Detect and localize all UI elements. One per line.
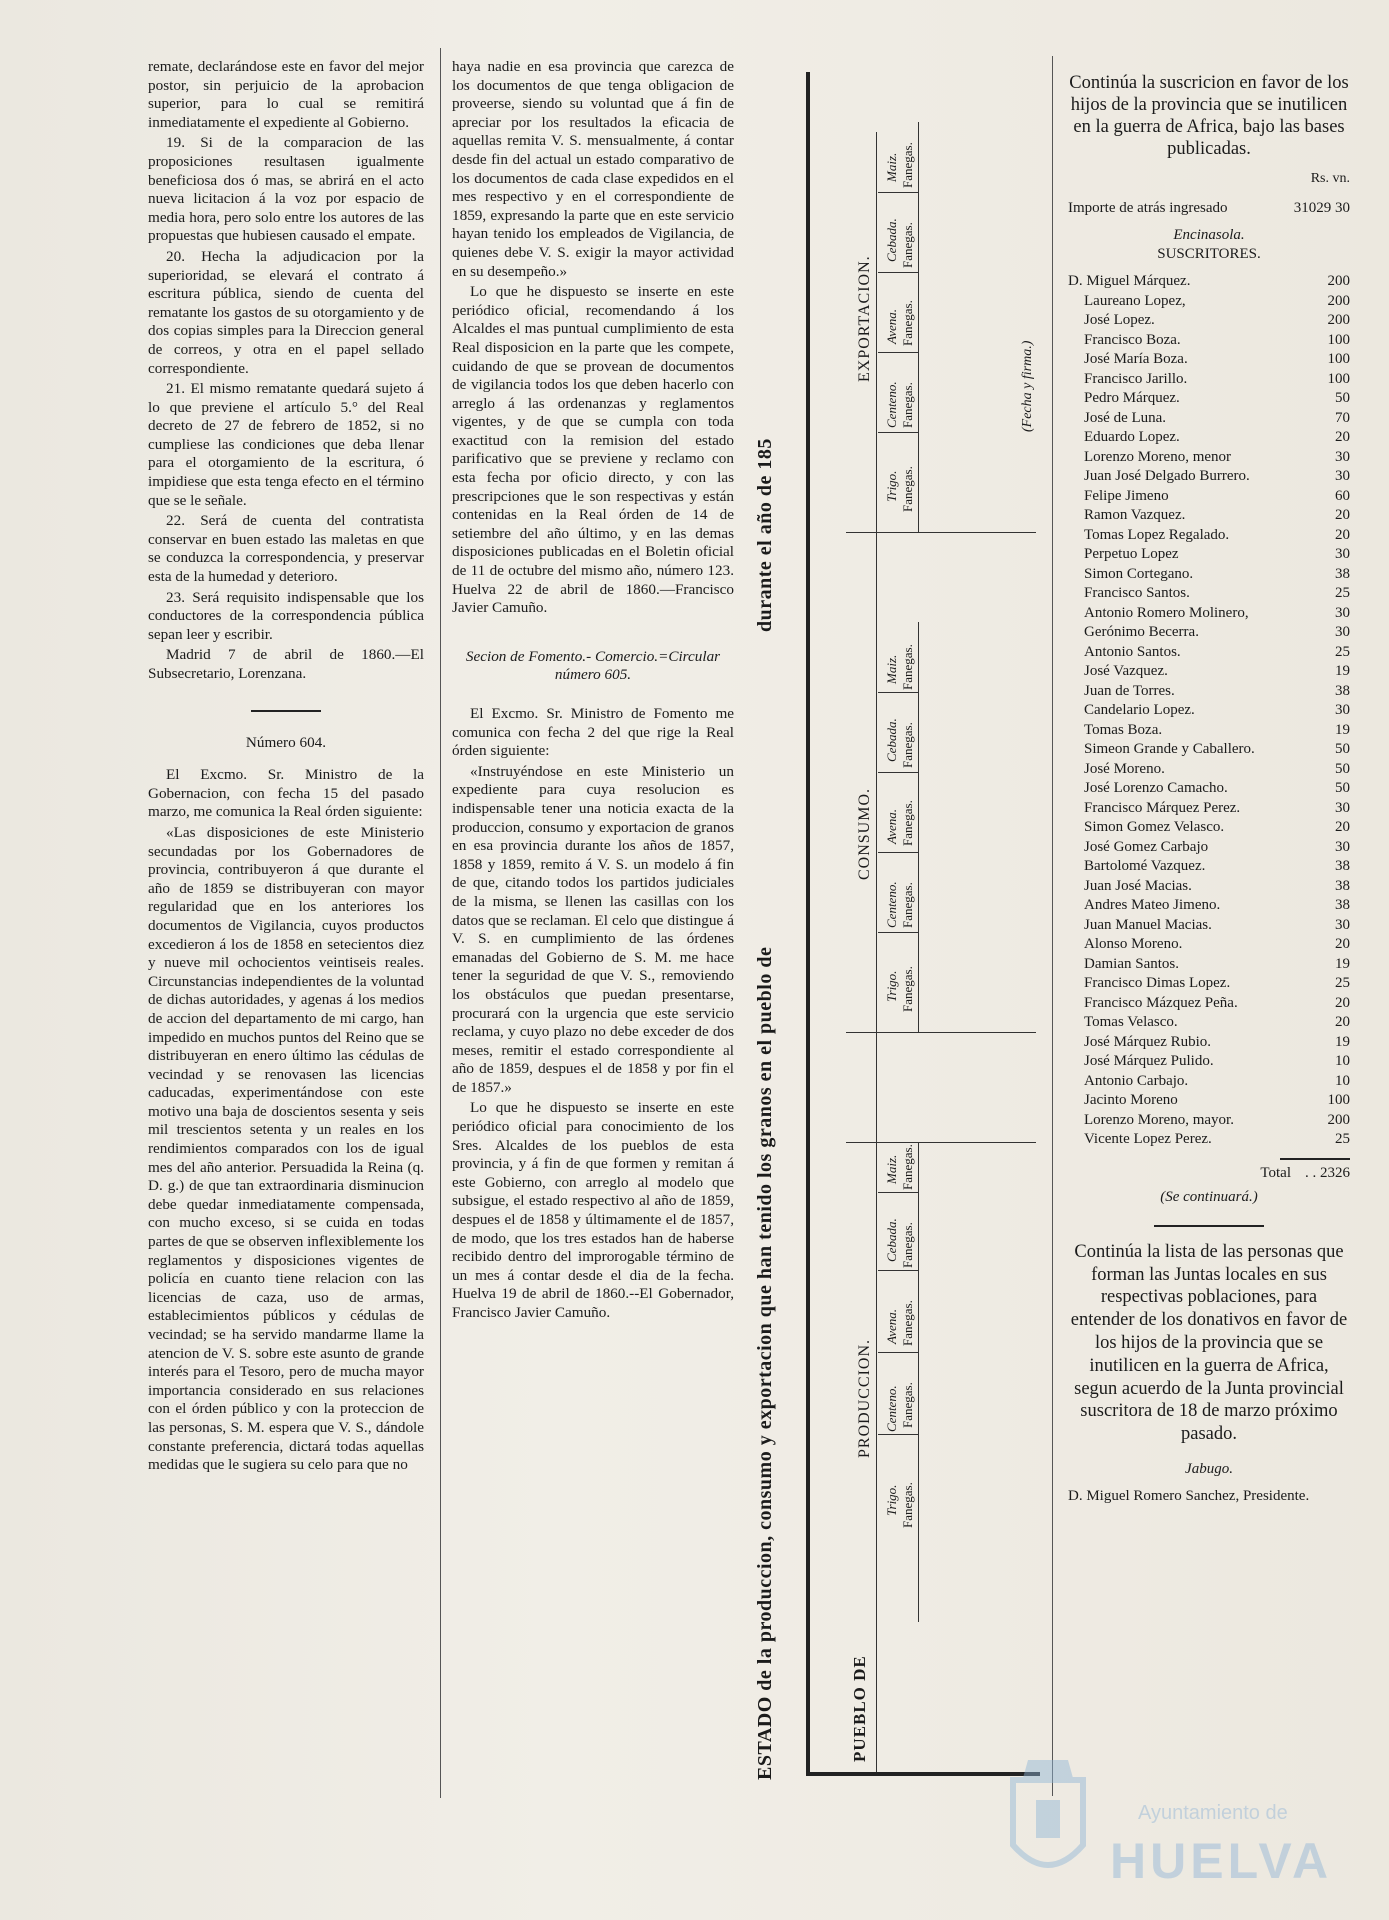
currency-label: Rs. vn. (1310, 171, 1350, 186)
paragraph: El Excmo. Sr. Ministro de la Gobernacion, con fecha 15 del pasado marzo, me comunica la Real órden siguiente: (148, 766, 424, 821)
subscriber-name: Antonio Carbajo. (1084, 1072, 1189, 1089)
subscription-heading: Continúa la suscricion en favor de los hijos de la provincia que se inutilicen en la guerra de Africa, bajo las bases publicadas. (1069, 73, 1349, 159)
subscriber-row (1068, 448, 1350, 468)
subscriber-amount: 70 (1335, 409, 1350, 426)
paragraph: 20. Hecha la adjudicacion por la superioridad, se elevará el contrato á escritura pública, siendo de cuenta del rematante los gastos de su otorgamiento y de dos copias simples para la Direccion general de correos, y otra en el papel sellado correspondiente. (148, 247, 424, 377)
total-row (1068, 1164, 1350, 1183)
section-divider (846, 1142, 1036, 1143)
column-rule (1052, 56, 1053, 1796)
juntas-heading: Continúa la lista de las personas que forman las Juntas locales en sus respectivas poblaciones, para entender de los donativos en favor de los hijos de la provincia que se inutilicen en la guerra de Africa, segun acuerdo de la Junta provincial suscritora de 18 de marzo próximo pasado. (1070, 1241, 1348, 1445)
grain-centeno: Centeno. (884, 381, 899, 428)
subscriber-amount: 100 (1327, 351, 1350, 368)
divider (1154, 1225, 1264, 1227)
subscriber-name: Jacinto Moreno (1084, 1092, 1178, 1109)
unit-label: Fanegas. (900, 722, 915, 768)
subscriber-name: José Lopez. (1084, 312, 1155, 329)
cell-divider (878, 852, 918, 853)
unit-label: Fanegas. (900, 1144, 915, 1190)
subscriber-row (1068, 760, 1350, 780)
subscriber-amount: 20 (1335, 1014, 1350, 1031)
town-label-2: Jabugo. (1185, 1460, 1233, 1477)
subscriber-name: Pedro Márquez. (1084, 390, 1180, 407)
subscriber-row (1068, 838, 1350, 858)
paragraph: Lo que he dispuesto se inserte en este periódico oficial para conocimiento de los Sres. Alcaldes de los pueblos de esta provincia, y á fin de que formen y remitan á este Gobierno, con arreglo al modelo que subsigue, el estado respectivo al año de 1859, despues el de 1858 y últimamente el de 1857, de modo, que los tres estados han de haberse recibido dentro del improrogable término de un mes á contar desde el dia de la fecha. Huelva 19 de abril de 1860.--El Gobernador, Francisco Javier Camuño. (452, 1099, 734, 1321)
unit-label: Fanegas. (900, 1482, 915, 1528)
subscriber-row (1068, 311, 1350, 331)
subscriber-name: Juan José Macias. (1084, 877, 1192, 894)
subscriber-row (1068, 877, 1350, 897)
subscriber-amount: 60 (1335, 487, 1350, 504)
total-label: Total (1260, 1164, 1291, 1181)
text-column-2 (452, 58, 734, 1325)
unit-label: Fanegas. (900, 466, 915, 512)
subscriber-row (1068, 1091, 1350, 1111)
unit-label: Fanegas. (900, 1222, 915, 1268)
carry-forward-row (1068, 199, 1350, 219)
subscriber-amount: 50 (1335, 741, 1350, 758)
subscriber-row (1068, 526, 1350, 546)
paragraph: 23. Será requisito indispensable que los conductores de la correspondencia pública sepan leer y escribir. (148, 588, 424, 643)
subscriber-row (1068, 682, 1350, 702)
subscriber-name: Andres Mateo Jimeno. (1084, 897, 1221, 914)
total-value: . . 2326 (1305, 1164, 1350, 1181)
subscriber-name: José Vazquez. (1084, 663, 1168, 680)
header-divider (876, 132, 877, 1772)
subscriber-row (1068, 467, 1350, 487)
subscriber-amount: 10 (1335, 1072, 1350, 1089)
subscriber-name: José de Luna. (1084, 409, 1167, 426)
subscriber-row (1068, 740, 1350, 760)
carry-label: Importe de atrás ingresado (1068, 199, 1228, 216)
subscriber-amount: 100 (1327, 370, 1350, 387)
subscriber-name: Juan José Delgado Burrero. (1084, 468, 1250, 485)
paragraph: 22. Será de cuenta del contratista conservar en buen estado las maletas en que se conduzca la correspondencia, y preservar esta de la humedad y deterioro. (148, 512, 424, 586)
subscriber-name: Vicente Lopez Perez. (1084, 1131, 1212, 1148)
subscriber-name: Francisco Mázquez Peña. (1084, 994, 1238, 1011)
last-line: D. Miguel Romero Sanchez, Presidente. (1068, 1487, 1310, 1504)
subscriber-amount: 38 (1335, 877, 1350, 894)
subscriber-row (1068, 955, 1350, 975)
subscriber-amount: 25 (1335, 1131, 1350, 1148)
subscriber-row (1068, 1072, 1350, 1092)
total-rule (1280, 1158, 1350, 1160)
cell-divider (878, 352, 918, 353)
grain-trigo: Trigo. (884, 970, 899, 1002)
subscriber-name: José Gomez Carbajo (1084, 838, 1209, 855)
subscriber-name: José Márquez Pulido. (1084, 1053, 1214, 1070)
subscribers-label: SUSCRITORES. (1157, 246, 1261, 263)
subscriber-row (1068, 701, 1350, 721)
subscriber-amount: 20 (1335, 819, 1350, 836)
subscriber-name: Eduardo Lopez. (1084, 429, 1180, 446)
table-title-tail: durante el año de 185 (754, 438, 776, 632)
cell-divider (878, 692, 918, 693)
grain-centeno: Centeno. (884, 881, 899, 928)
divider (251, 710, 321, 712)
paragraph: remate, declarándose este en favor del mejor postor, sin perjuicio de la aprobacion superior, para lo cual se remitirá inmediatamente el expediente al Gobierno. (148, 58, 424, 131)
grain-cebada: Cebada. (884, 218, 899, 262)
subscriber-row (1068, 350, 1350, 370)
subscriber-name: Francisco Santos. (1084, 585, 1190, 602)
cell-divider (918, 622, 919, 1032)
carry-value: 31029 30 (1293, 199, 1350, 216)
subscriber-row (1068, 506, 1350, 526)
grain-avena: Avena. (884, 308, 899, 344)
subscriber-amount: 25 (1335, 975, 1350, 992)
cell-divider (878, 772, 918, 773)
subscriber-amount: 50 (1335, 390, 1350, 407)
subscriber-name: Gerónimo Becerra. (1084, 624, 1199, 641)
subscriber-name: Juan de Torres. (1084, 682, 1175, 699)
unit-label: Fanegas. (900, 1382, 915, 1428)
subscriber-amount: 100 (1327, 331, 1350, 348)
cell-divider (878, 932, 918, 933)
subscriber-row (1068, 1052, 1350, 1072)
subscriber-row (1068, 799, 1350, 819)
subscriber-name: Antonio Romero Molinero, (1084, 604, 1249, 621)
subscriber-amount: 30 (1335, 702, 1350, 719)
grain-maiz: Maiz. (884, 152, 899, 182)
subscriber-row (1068, 584, 1350, 604)
subscriber-amount: 30 (1335, 916, 1350, 933)
unit-label: Fanegas. (900, 966, 915, 1012)
subscriber-name: Damian Santos. (1084, 955, 1179, 972)
section-divider (846, 532, 1036, 533)
subscriber-amount: 200 (1327, 312, 1350, 329)
subscriber-row (1068, 272, 1350, 292)
grain-avena: Avena. (884, 1308, 899, 1344)
cell-divider (878, 1352, 918, 1353)
signature: Madrid 7 de abril de 1860.—El Subsecretario, Lorenzana. (148, 646, 424, 682)
unit-label: Fanegas. (900, 300, 915, 346)
subscriber-name: José Márquez Rubio. (1084, 1033, 1212, 1050)
subscriber-amount: 100 (1327, 1092, 1350, 1109)
subscriber-name: Francisco Jarillo. (1084, 370, 1188, 387)
cell-divider (878, 192, 918, 193)
subscriber-amount: 30 (1335, 838, 1350, 855)
cell-divider (878, 1270, 918, 1271)
subscriber-row (1068, 428, 1350, 448)
table-frame (806, 72, 1040, 1776)
subscriber-amount: 19 (1335, 721, 1350, 738)
continues-note: (Se continuará.) (1160, 1189, 1258, 1206)
subscriber-name: Alonso Moreno. (1084, 936, 1183, 953)
subscriber-row (1068, 662, 1350, 682)
subscriber-amount: 200 (1327, 292, 1350, 309)
subscriber-row (1068, 604, 1350, 624)
grain-cebada: Cebada. (884, 1218, 899, 1262)
subscriber-row (1068, 389, 1350, 409)
subscriber-row (1068, 409, 1350, 429)
grain-statistics-table (748, 62, 1046, 1782)
subscriber-name: Simon Cortegano. (1084, 565, 1194, 582)
grain-trigo: Trigo. (884, 1484, 899, 1516)
subscriber-amount: 30 (1335, 448, 1350, 465)
column-rule (440, 48, 441, 1798)
subscriber-row (1068, 994, 1350, 1014)
subscriber-row (1068, 896, 1350, 916)
town-name (1068, 226, 1350, 245)
subscriber-amount: 200 (1327, 273, 1350, 290)
section-heading: Secion de Fomento.- Comercio.=Circular número 605. (465, 647, 721, 684)
grain-centeno: Centeno. (884, 1385, 899, 1432)
subscriber-name: Simeon Grande y Caballero. (1084, 741, 1255, 758)
subscriber-name: Tomas Boza. (1084, 721, 1163, 738)
subscriber-amount: 30 (1335, 799, 1350, 816)
subscriber-amount: 25 (1335, 643, 1350, 660)
subscriber-name: Antonio Santos. (1084, 643, 1181, 660)
grain-trigo: Trigo. (884, 470, 899, 502)
subscriber-row (1068, 818, 1350, 838)
subscriber-name: Perpetuo Lopez (1084, 546, 1179, 563)
subscriber-name: Tomas Lopez Regalado. (1084, 526, 1230, 543)
grain-maiz: Maiz. (884, 1154, 899, 1184)
subscriber-amount: 20 (1335, 507, 1350, 524)
subscriber-amount: 38 (1335, 858, 1350, 875)
subscriber-row (1068, 643, 1350, 663)
subscriber-name: José María Boza. (1084, 351, 1188, 368)
unit-label: Fanegas. (900, 800, 915, 846)
grain-avena: Avena. (884, 808, 899, 844)
subscriber-amount: 19 (1335, 1033, 1350, 1050)
subscriber-row (1068, 487, 1350, 507)
paragraph: «Instruyéndose en este Ministerio un expediente para cuya resolucion es indispensable tener una noticia exacta de la produccion, consumo y exportacion de granos en esa provincia durante los años de 1857, 1858 y 1859, remito á V. S. un modelo á fin de que, citando todos los partidos judiciales de la misma, se llenen las casillas con los datos que se reclaman. El celo que distingue á V. S. en cumplimiento de las órdenes emanadas del Gobierno de S. M. me hace tener la seguridad de que V. S., removiendo los obstáculos que puedan presentarse, procurará con la urgencia que este servicio reclama, y cuyo plazo no debe exceder de dos meses, remitir el estado correspondiente al año de 1859, despues el de 1858 y por fin el de 1857.» (452, 762, 734, 1096)
subscriber-list (1068, 272, 1350, 1150)
subscriber-row (1068, 292, 1350, 312)
subscriber-name: José Lorenzo Camacho. (1084, 780, 1228, 797)
subscriber-amount: 50 (1335, 780, 1350, 797)
section-exportation: EXPORTACION. (856, 255, 873, 382)
watermark-word: HUELVA (1110, 1833, 1333, 1889)
unit-label: Fanegas. (900, 222, 915, 268)
subscriber-amount: 50 (1335, 760, 1350, 777)
watermark-top-text: Ayuntamiento de (1138, 1802, 1288, 1824)
subscriber-amount: 20 (1335, 994, 1350, 1011)
cell-divider (878, 1434, 918, 1435)
subscriber-amount: 19 (1335, 955, 1350, 972)
cell-divider (918, 1142, 919, 1622)
subscriber-row (1068, 623, 1350, 643)
town-name-2 (1068, 1460, 1350, 1479)
subscriber-amount: 38 (1335, 897, 1350, 914)
paragraph: El Excmo. Sr. Ministro de Fomento me comunica con fecha 2 del que rige la Real órden siguiente: (452, 705, 734, 760)
town-label: Encinasola. (1173, 227, 1245, 244)
subscriber-amount: 20 (1335, 526, 1350, 543)
subscriber-row (1068, 1013, 1350, 1033)
watermark (990, 1740, 1350, 1900)
paragraph: 19. Si de la comparacion de las proposiciones resultasen igualmente beneficiosa dos ó mas, se abrirá en el acto nueva licitacion á la voz por espacio de media hora, pero solo entre los autores de las propuestas que hubiesen causado el empate. (148, 134, 424, 245)
unit-label: Fanegas. (900, 142, 915, 188)
unit-label: Fanegas. (900, 1300, 915, 1346)
subscriber-amount: 20 (1335, 936, 1350, 953)
subscriber-row (1068, 331, 1350, 351)
grain-cebada: Cebada. (884, 718, 899, 762)
subscriber-amount: 200 (1327, 1111, 1350, 1128)
subscriber-name: D. Miguel Márquez. (1068, 273, 1191, 290)
subscriber-amount: 25 (1335, 585, 1350, 602)
subscriber-name: Bartolomé Vazquez. (1084, 858, 1206, 875)
subscriber-row (1068, 565, 1350, 585)
cell-divider (878, 272, 918, 273)
table-title: ESTADO de la produccion, consumo y exportacion que han tenido los granos en el pueblo de (754, 946, 776, 1780)
row-label: PUEBLO DE (850, 1655, 869, 1762)
subscriber-amount: 30 (1335, 604, 1350, 621)
subscriber-row (1068, 935, 1350, 955)
subscriber-name: Felipe Jimeno (1084, 487, 1169, 504)
subscriber-amount: 20 (1335, 429, 1350, 446)
paragraph: Lo que he dispuesto se inserte en este periódico oficial, recomendando á los Alcaldes el mas puntual cumplimiento de esta Real disposicion en la parte que les compete, cuidando de que se provean de documentos de vigilancia todos los que deben hacerlo con arreglo á las ordenanzas y reglamentos vigentes, y de que se cumpla con toda exactitud con la remision del estado parificativo que se previene y reclamo con esta fecha por oficio directo, y con las prescripciones que le son respectivas y están contenidas en la Real órden de 14 de setiembre del año último, y en las demas disposiciones publicadas en el Boletin oficial de 11 de octubre del mismo año, número 123. Huelva 22 de abril de 1860.—Francisco Javier Camuño. (452, 283, 734, 617)
subscriber-name: Ramon Vazquez. (1084, 507, 1186, 524)
subscriber-name: Lorenzo Moreno, menor (1084, 448, 1232, 465)
paragraph: 21. El mismo rematante quedará sujeto á lo que previene el artículo 5.° del Real decreto de 27 de febrero de 1852, si no cumpliese las condiciones que deba llenar para el otorgamiento de la escritura, ó impidiese que esta tenga efecto en el término que se le señale. (148, 380, 424, 509)
subscriber-name: Candelario Lopez. (1084, 702, 1195, 719)
subscriber-row (1068, 721, 1350, 741)
section-production: PRODUCCION. (856, 1338, 873, 1458)
subscriber-row (1068, 370, 1350, 390)
number-heading: Número 604. (245, 733, 327, 751)
paragraph: «Las disposiciones de este Ministerio secundadas por los Gobernadores de provincia, contribuyeron á que durante el año de 1859 se distribuyeran con mayor regularidad que en los anteriores los documentos de Vigilancia, cuyos productos excedieron á los de 1858 en setecientos diez y nueve mil ochocientos veintiseis reales. Circunstancias independientes de la voluntad de dichas autoridades, y agenas á los medios de accion del departamento de mi cargo, han impedido en muchos puntos del Reino que se distribuyeran en enero último las cédulas de vecindad y se renovasen las licencias caducadas, experimentándose con este motivo una baja de doscientos sesenta y seis mil trescientos setenta y un reales en los rendimientos comparados con los de igual mes del año anterior. Persuadida la Reina (q. D. g.) de que tan extraordinaria disminucion debe quedar inmediatamente compensada, con mucho exceso, si se cuida en todas partes de que se observen inflexiblemente los reglamentos y disposiciones vigentes de policía en cuanto tiene relacion con las licencias de caza, uso de armas, establecimientos públicos y cédulas de vecindad; se ha servido mandarme llame la atencion de V. S. sobre este asunto de grande interés para el Tesoro, pero de mucha mayor importancia considerado en sus relaciones con el órden público y con la proteccion de las personas, S. M. espera que V. S., dándole constante preferencia, dictará todas aquellas medidas que le sugiera su celo para que no (148, 823, 424, 1474)
subscriber-name: José Moreno. (1084, 760, 1165, 777)
subscriber-row (1068, 1111, 1350, 1131)
subscriber-name: Lorenzo Moreno, mayor. (1084, 1111, 1234, 1128)
subscriber-amount: 30 (1335, 546, 1350, 563)
paragraph: haya nadie en esa provincia que carezca de los documentos de que tenga obligacion de proveerse, siendo su voluntad que á fin de apreciar por los resultados la eficacia de aquellas remita V. S. mensualmente, á contar desde fin del actual un estado comparativo de los documentos de cada clase expedidos en el mes respectivo y en el correspondiente de 1859, expresando la parte que en este servicio hayan tenido los empleados de Vigilancia, de quienes debe V. S. exigir la mayor actividad en su desempeño.» (452, 58, 734, 280)
subscriber-name: Laureano Lopez, (1084, 292, 1186, 309)
grain-maiz: Maiz. (884, 654, 899, 684)
cell-divider (918, 122, 919, 532)
text-column-1 (148, 58, 424, 1477)
coat-of-arms-icon (998, 1750, 1098, 1890)
unit-label: Fanegas. (900, 644, 915, 690)
subscriber-row (1068, 1130, 1350, 1150)
unit-label: Fanegas. (900, 382, 915, 428)
subscriber-row (1068, 545, 1350, 565)
subscriber-row (1068, 857, 1350, 877)
subscriber-name: Simon Gomez Velasco. (1084, 819, 1225, 836)
date-signature-label: (Fecha y firma.) (1020, 340, 1035, 432)
subscriber-amount: 30 (1335, 468, 1350, 485)
subscriber-name: Francisco Márquez Perez. (1084, 799, 1241, 816)
cell-divider (878, 432, 918, 433)
subscriber-amount: 19 (1335, 663, 1350, 680)
subscriber-amount: 38 (1335, 565, 1350, 582)
subscriber-amount: 30 (1335, 624, 1350, 641)
section-consumption: CONSUMO. (856, 787, 873, 880)
subscriber-name: Francisco Dimas Lopez. (1084, 975, 1231, 992)
subscriber-name: Tomas Velasco. (1084, 1014, 1178, 1031)
subscriber-name: Francisco Boza. (1084, 331, 1181, 348)
subscriber-row (1068, 779, 1350, 799)
section-divider (846, 1032, 1036, 1033)
text-column-4 (1068, 72, 1350, 1506)
unit-label: Fanegas. (900, 882, 915, 928)
subscriber-row (1068, 1033, 1350, 1053)
subscriber-row (1068, 974, 1350, 994)
subscriber-amount: 38 (1335, 682, 1350, 699)
cell-divider (878, 1192, 918, 1193)
subscriber-row (1068, 916, 1350, 936)
subscriber-amount: 10 (1335, 1053, 1350, 1070)
subscriber-name: Juan Manuel Macias. (1084, 916, 1212, 933)
